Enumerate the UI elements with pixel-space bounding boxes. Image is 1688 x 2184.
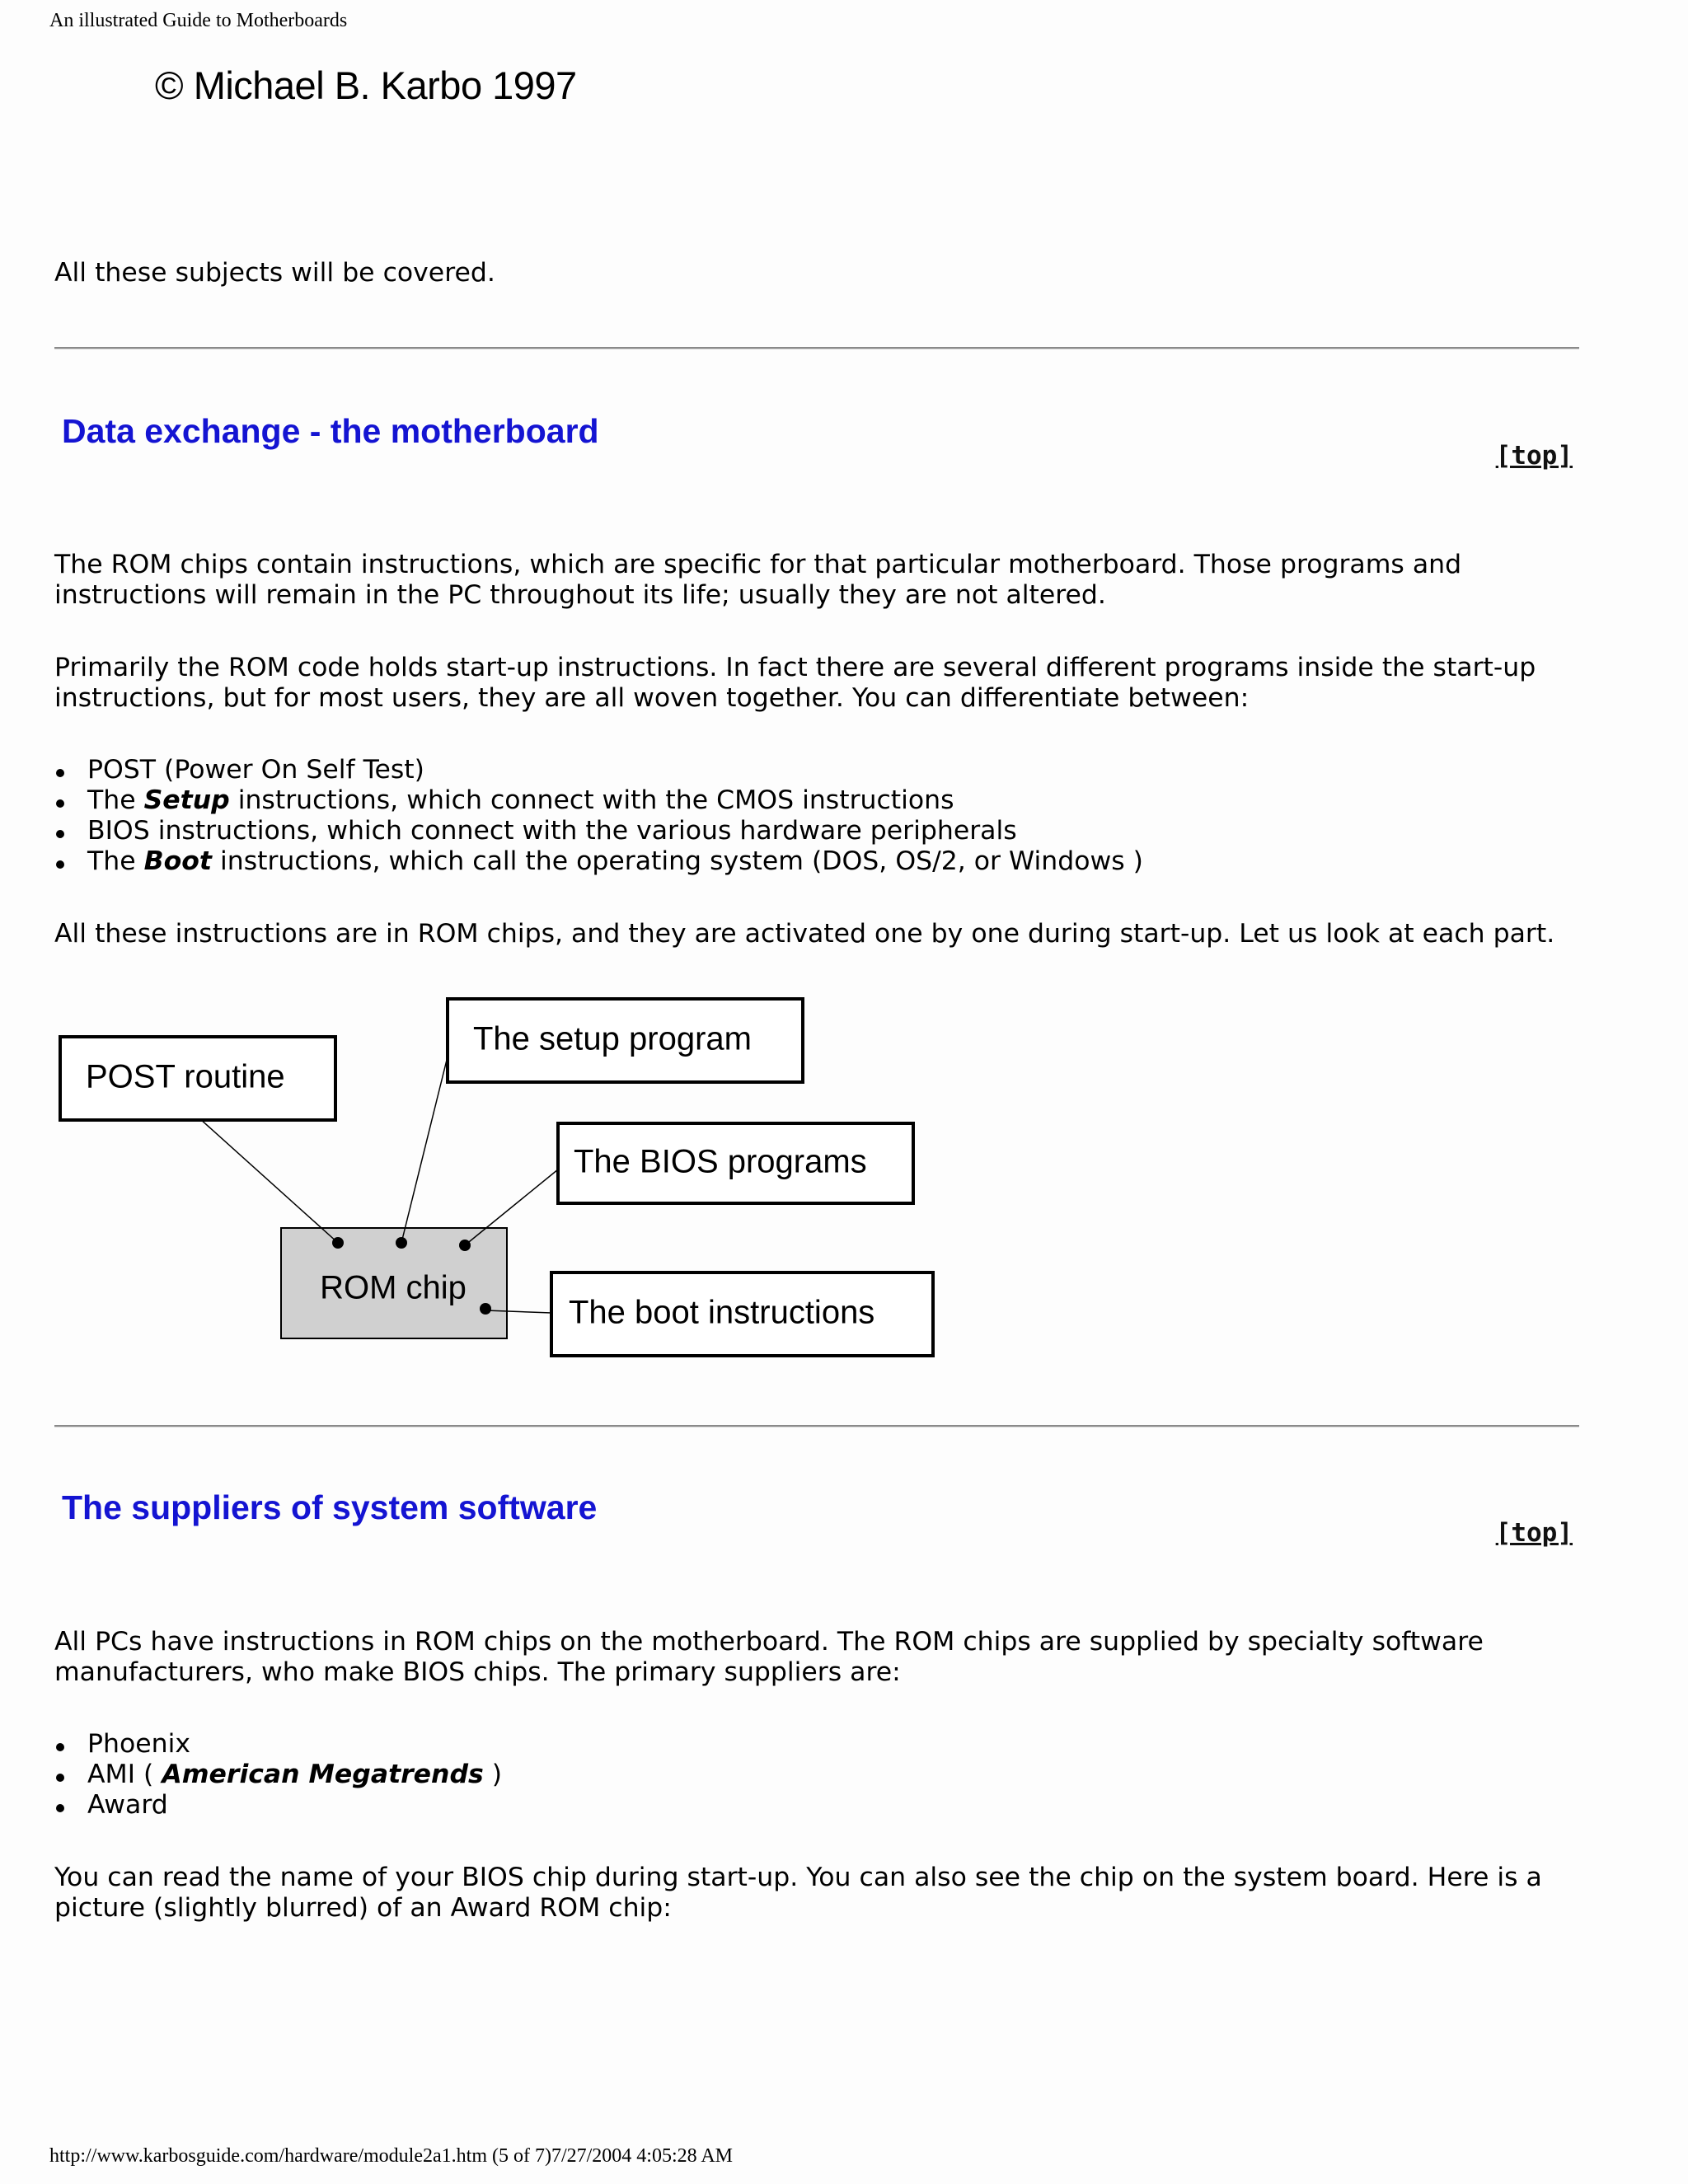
- top-link[interactable]: [top]: [1495, 1518, 1573, 1548]
- bios-programs-label: The BIOS programs: [574, 1143, 867, 1180]
- setup-program-label: The setup program: [473, 1020, 752, 1057]
- section-heading-suppliers: The suppliers of system software: [62, 1488, 598, 1526]
- list-item: The Setup instructions, which connect with the CMOS instructions: [54, 785, 1143, 816]
- divider: [54, 1425, 1579, 1427]
- top-link[interactable]: [top]: [1495, 441, 1573, 471]
- connector-dot: [332, 1237, 344, 1249]
- list-item: The Boot instructions, which call the operating system (DOS, OS/2, or Windows ): [54, 846, 1143, 877]
- paragraph: Primarily the ROM code holds start-up instructions. In fact there are several different programs inside the start-up instructions, but for most users, they are all woven together. You can differentiate between:: [54, 653, 1536, 713]
- list-item: POST (Power On Self Test): [54, 755, 1143, 785]
- page-footer-url: http://www.karbosguide.com/hardware/module2a1.htm (5 of 7)7/27/2004 4:05:28 AM: [49, 2145, 733, 2167]
- paragraph: All PCs have instructions in ROM chips on the motherboard. The ROM chips are supplied by specialty software manufacturers, who make BIOS chips. The primary suppliers are:: [54, 1627, 1484, 1687]
- startup-programs-list: [54, 755, 1143, 877]
- connector-dot: [396, 1237, 407, 1249]
- rom-chip-label: ROM chip: [320, 1269, 467, 1306]
- list-item: Phoenix: [54, 1729, 502, 1760]
- list-item: Award: [54, 1790, 502, 1821]
- bios-suppliers-list: [54, 1729, 502, 1821]
- section-heading-data-exchange: Data exchange - the motherboard: [62, 412, 599, 450]
- divider: [54, 347, 1579, 349]
- post-routine-label: POST routine: [86, 1058, 285, 1095]
- connector-dot: [480, 1303, 491, 1315]
- paragraph: The ROM chips contain instructions, which are specific for that particular motherboard. Those programs and instructions will remain in the PC throughout its life; usually they are not altered.: [54, 550, 1462, 610]
- list-item: AMI ( American Megatrends ): [54, 1760, 502, 1790]
- intro-text: All these subjects will be covered.: [54, 258, 495, 288]
- paragraph: You can read the name of your BIOS chip during start-up. You can also see the chip on the system board. Here is a picture (slightly blurred) of an Award ROM chip:: [54, 1863, 1542, 1923]
- rom-chip-diagram: [54, 993, 945, 1364]
- page-header: An illustrated Guide to Motherboards: [49, 10, 348, 31]
- boot-instructions-label: The boot instructions: [569, 1294, 875, 1331]
- list-item: BIOS instructions, which connect with the various hardware peripherals: [54, 816, 1143, 846]
- paragraph: All these instructions are in ROM chips, and they are activated one by one during start-up. Let us look at each part.: [54, 919, 1555, 949]
- copyright-notice: © Michael B. Karbo 1997: [155, 63, 577, 107]
- connector-dot: [459, 1240, 471, 1251]
